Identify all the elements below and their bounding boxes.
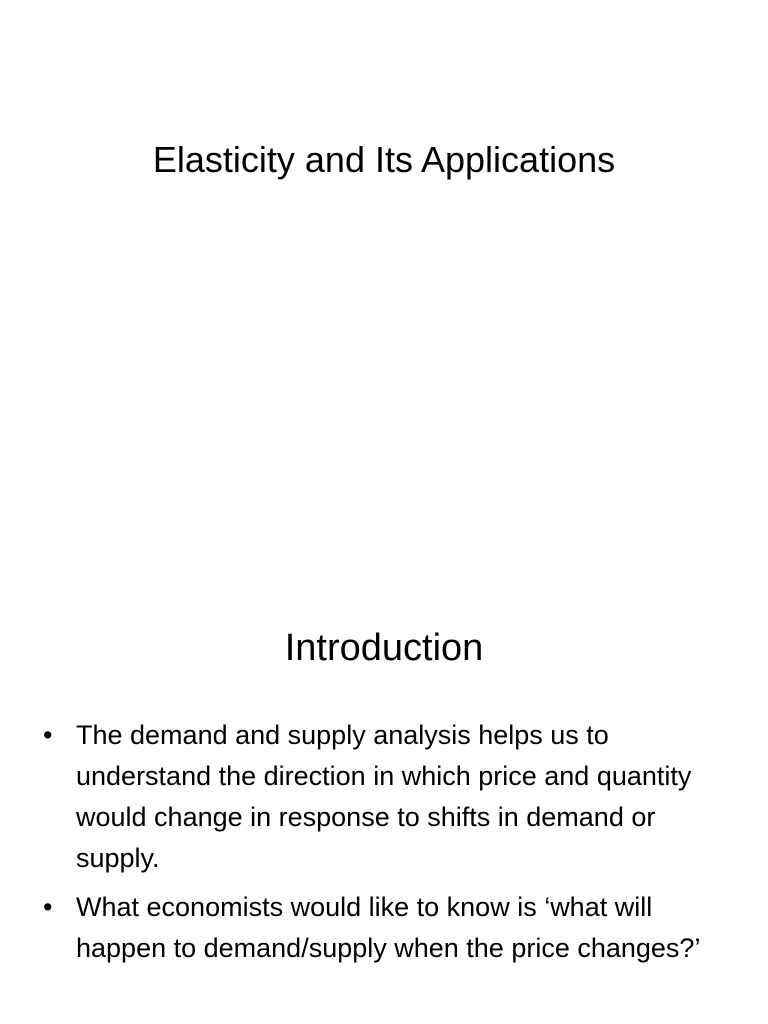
list-item [40, 887, 730, 969]
slide-introduction [0, 512, 768, 1024]
bullet-text: The demand and supply analysis helps us to understand the direction in which price and quantity would change in response to shifts in demand or supply. [76, 720, 692, 873]
slide-2-title: Introduction [284, 627, 484, 669]
list-item [40, 715, 730, 879]
bullet-text: What economists would like to know is ‘what will happen to demand/supply when the price changes?’ [76, 892, 701, 963]
bullet-icon: • [43, 720, 53, 750]
slide-1-title: Elasticity and Its Applications [152, 139, 616, 180]
bullet-list [40, 715, 730, 977]
bullet-icon: • [43, 892, 53, 922]
